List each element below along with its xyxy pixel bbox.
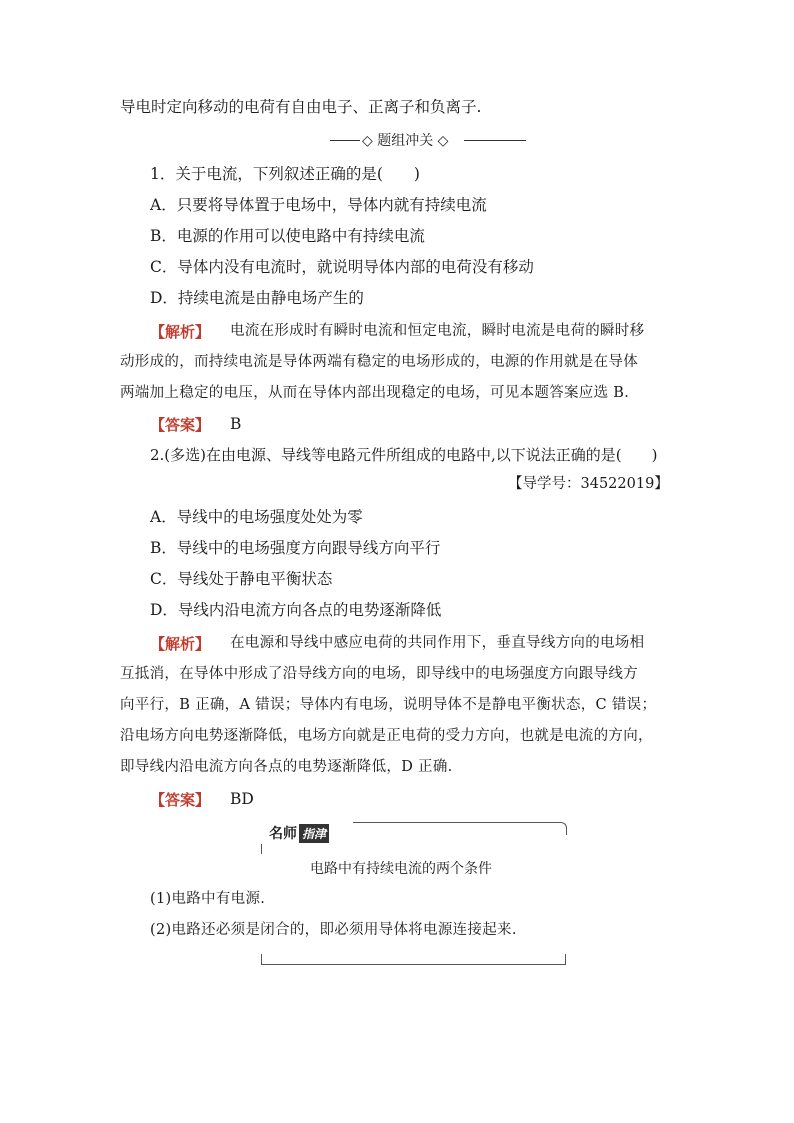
tip-top-border [353,822,567,835]
tip-bottom-border [261,954,566,965]
q1-option-b: B．电源的作用可以使电路中有持续电流 [150,227,425,245]
teacher-tip-box [261,822,566,966]
q2-analysis-line-2: 互抵消，在导体中形成了沿导线方向的电场，即导线中的电场强度方向跟导线方 [120,666,638,682]
q2-analysis-label: 【解析】 [150,635,211,653]
q2-answer-label: 【答案】 [150,791,211,809]
q1-option-d: D．持续电流是由静电场产生的 [150,289,364,307]
q2-stem: 2.(多选)在由电源、导线等电路元件所组成的电路中,以下说法正确的是( ) [150,446,658,464]
tip-title: 电路中有持续电流的两个条件 [310,861,492,877]
teacher-tip-badge [261,822,353,844]
q2-option-c: C．导线处于静电平衡状态 [150,570,333,588]
q1-answer: B [230,415,242,433]
intro-line: 导电时定向移动的电荷有自由电子、正离子和负离子. [120,98,482,116]
tip-item-1: (1)电路中有电源. [150,891,266,907]
divider-left-rule [330,140,360,141]
q1-stem: 1．关于电流，下列叙述正确的是( ) [150,165,420,183]
tip-item-2: (2)电路还必须是闭合的，即必须用导体将电源连接起来. [150,922,517,938]
q2-analysis-line-3: 向平行，B 正确，A 错误；导体内有电场，说明导体不是静电平衡状态，C 错误； [120,697,657,713]
q1-option-a: A．只要将导体置于电场中，导体内就有持续电流 [150,196,487,214]
q2-ref: 【导学号：34522019】 [508,476,669,492]
q2-analysis-line-1: 在电源和导线中感应电荷的共同作用下，垂直导线方向的电场相 [230,635,645,651]
section-divider [330,130,530,150]
q2-option-b: B．导线中的电场强度方向跟导线方向平行 [150,539,441,557]
q2-analysis-line-4: 沿电场方向电势逐渐降低，电场方向就是正电荷的受力方向，也就是电流的方向， [120,728,653,744]
q1-analysis-label: 【解析】 [150,323,211,341]
divider-label: ◇ 题组冲关 ◇ [362,133,449,149]
tip-badge-sub: 指津 [299,824,329,843]
divider-right-rule [464,140,526,141]
q2-option-a: A．导线中的电场强度处处为零 [150,508,363,526]
q2-analysis-line-5: 即导线内沿电流方向各点的电势逐渐降低，D 正确. [120,759,453,775]
tip-badge-main: 名师 [269,826,297,842]
q1-answer-label: 【答案】 [150,416,211,434]
q2-option-d: D．导线内沿电流方向各点的电势逐渐降低 [150,601,442,619]
tip-left-border [261,844,268,854]
q2-answer: BD [230,790,254,808]
q1-analysis-line-3: 两端加上稳定的电压，从而在导体内部出现稳定的电场，可见本题答案应选 B. [120,385,630,401]
q1-option-c: C．导体内没有电流时，就说明导体内部的电荷没有移动 [150,258,534,276]
q1-analysis-line-1: 电流在形成时有瞬时电流和恒定电流，瞬时电流是电荷的瞬时移 [230,323,645,339]
q1-analysis-line-2: 动形成的，而持续电流是导体两端有稳定的电场形成的，电源的作用就是在导体 [120,354,638,370]
